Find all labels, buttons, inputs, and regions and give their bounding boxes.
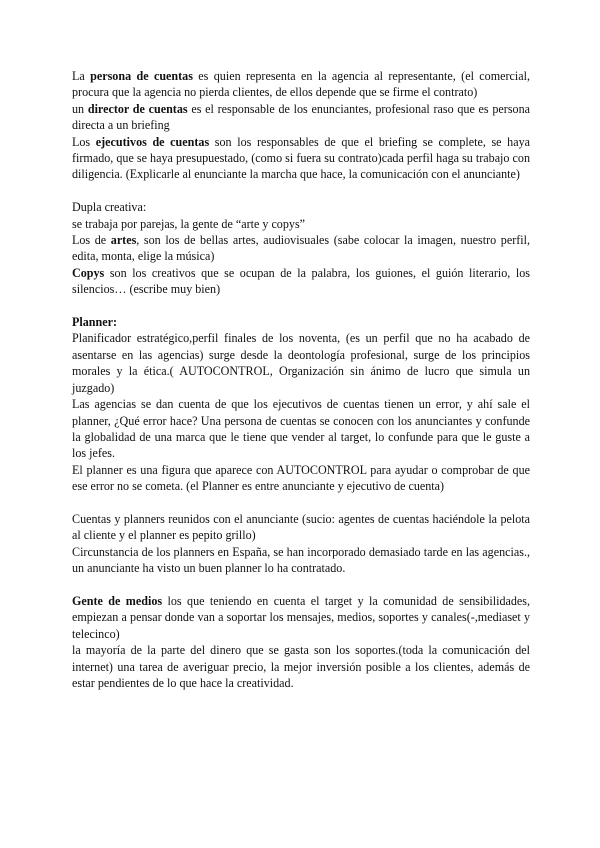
text-run: son los responsables de que el briefing se complete, se haya firmado, que se haya presupuestado, (como si fuera su contrato)cada perfil haga su trabajo con diligencia. (Explicarle al enunciante la marcha que hace, la comunicación con el anunciante)	[72, 134, 531, 182]
term-persona-de-cuentas: persona de cuentas	[90, 69, 193, 83]
term-copys: Copys	[72, 265, 105, 280]
text-run: Los de	[72, 233, 111, 248]
paragraph-agencias-error: Las agencias se dan cuenta de que los ejecutivos de cuentas tienen un error, y ahí sale el planner, ¿Qué error hace? Una persona de cuentas se conocen con los anunciantes y confunde la globalidad de una marca que le tiene que vender al target, lo confunde para que le guste a los jefes.	[72, 397, 530, 461]
text-run: La	[72, 69, 91, 83]
paragraph-circunstancia: Circunstancia de los planners en España, se han incorporado demasiado tarde en las agencias., un anunciante ha visto un buen planner lo ha contratado.	[72, 544, 530, 576]
text-run: Los	[72, 134, 96, 149]
term-director-de-cuentas: director de cuentas	[87, 101, 188, 116]
text-run: es quien representa en la agencia al representante, (el comercial, procura que la agencia no pierda clientes, de ellos depende que se firme el contrato)	[72, 69, 531, 100]
paragraph-gap	[72, 183, 530, 199]
term-artes: artes	[110, 233, 137, 248]
paragraph-ejecutivos-de-cuentas	[72, 134, 530, 183]
heading-planner	[72, 314, 530, 330]
paragraph-gente-de-medios	[72, 593, 530, 642]
paragraph-planificador: Planificador estratégico,perfil finales de los noventa, (es un perfil que no ha acabado de asentarse en las agencias) surge desde la deontología profesional, surge de los principios morales y la ética.( AUTOCONTROL, Organización sin ánimo de lucro que simula un juzgado)	[72, 331, 530, 395]
text-run: , son los de bellas artes, audiovisuales (sabe colocar la imagen, nuestro perfil, edita, monta, elige la música)	[72, 233, 530, 264]
paragraph-gap	[72, 577, 530, 593]
text-run: un	[72, 101, 88, 116]
text-run: son los creativos que se ocupan de la palabra, los guiones, el guión literario, los silencios… (escribe muy bien)	[72, 265, 530, 297]
term-ejecutivos-de-cuentas: ejecutivos de cuentas	[95, 134, 210, 149]
text-run: los que teniendo en cuenta el target y la comunidad de sensibilidades, empiezan a pensar donde van a soportar los mensajes, medios, soportes y canales(-,mediaset y telecinco)	[72, 593, 530, 641]
paragraph-gap	[72, 298, 530, 314]
paragraph-persona-de-cuentas	[72, 68, 530, 101]
paragraph-soportes: la mayoría de la parte del dinero que se gasta son los soportes.(toda la comunicación del internet) una tarea de averiguar precio, la mejor inversión posible a los clientes, además de estar pendientes de lo que hace la creatividad.	[72, 643, 530, 690]
term-gente-de-medios: Gente de medios	[72, 593, 163, 608]
paragraph-cuentas-y-planners: Cuentas y planners reunidos con el anunciante (sucio: agentes de cuentas haciéndole la pelota al cliente y el planner es pepito grillo)	[72, 511, 530, 543]
paragraph-planner-autocontrol: El planner es una figura que aparece con AUTOCONTROL para ayudar o comprobar de que ese error no se cometa. (el Planner es entre anunciante y ejecutivo de cuenta)	[72, 462, 530, 494]
paragraph-director-de-cuentas	[72, 101, 530, 134]
paragraph-artes	[72, 232, 530, 265]
paragraph-parejas: se trabaja por parejas, la gente de “arte y copys”	[72, 216, 306, 231]
paragraph-dupla-creativa: Dupla creativa:	[72, 200, 147, 215]
paragraph-gap	[72, 495, 530, 511]
text-run: es el responsable de los enunciantes, profesional raso que es persona directa a un briefing	[72, 101, 530, 133]
document-page	[72, 68, 530, 691]
heading-planner-text: Planner:	[72, 315, 118, 330]
paragraph-copys	[72, 265, 530, 298]
